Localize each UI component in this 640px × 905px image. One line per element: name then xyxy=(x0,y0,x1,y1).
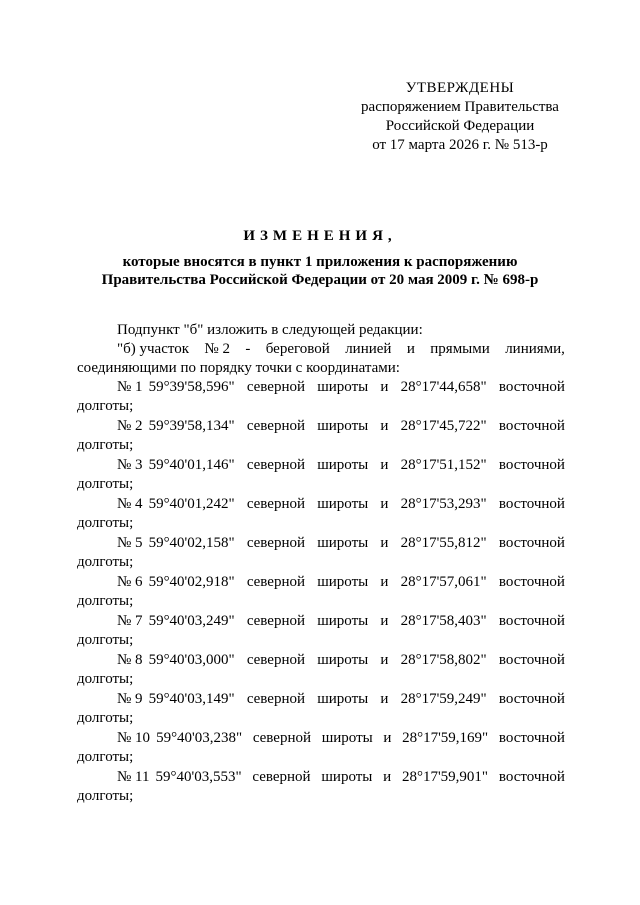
longitude-tail: долготы; xyxy=(77,632,134,648)
point-number-latitude xyxy=(117,651,235,670)
and-word: и xyxy=(380,691,389,707)
longitude-tail: долготы; xyxy=(77,749,134,765)
approval-line-2: Российской Федерации xyxy=(385,118,535,134)
coordinate-point-line xyxy=(77,495,565,514)
longitude-tail: долготы; xyxy=(77,788,134,804)
latitude-word: широты xyxy=(317,535,369,551)
east-word: восточной xyxy=(498,379,565,395)
section-line-1 xyxy=(77,340,565,359)
coordinate-point-line xyxy=(77,378,565,397)
east-word: восточной xyxy=(498,535,565,551)
point-latitude: 59°40'02,918" xyxy=(148,574,235,590)
point-longitude: 28°17'44,658" xyxy=(400,379,487,395)
point-number-latitude xyxy=(117,378,235,397)
coordinate-point-line xyxy=(77,768,565,787)
point-number: № 6 xyxy=(117,574,143,590)
point-latitude: 59°40'03,149" xyxy=(148,691,235,707)
point-number-latitude xyxy=(117,729,242,748)
point-number: № 2 xyxy=(117,418,143,434)
point-longitude: 28°17'45,722" xyxy=(400,418,487,434)
point-number: № 5 xyxy=(117,535,143,551)
east-word: восточной xyxy=(498,613,565,629)
point-number-latitude xyxy=(117,690,235,709)
coordinate-point xyxy=(77,690,565,728)
east-word: восточной xyxy=(498,652,565,668)
east-word: восточной xyxy=(498,418,565,434)
east-word: восточной xyxy=(498,574,565,590)
section-word: береговой xyxy=(265,341,330,357)
coordinate-point xyxy=(77,495,565,533)
north-word: северной xyxy=(246,379,306,395)
coordinate-point-line xyxy=(77,417,565,436)
point-number: № 9 xyxy=(117,691,143,707)
document-title: ИЗМЕНЕНИЯ, xyxy=(243,228,397,244)
latitude-word: широты xyxy=(317,613,369,629)
coordinate-point-line xyxy=(77,612,565,631)
section-word: линией xyxy=(345,341,392,357)
coordinate-point-line xyxy=(77,729,565,748)
east-word: восточной xyxy=(498,496,565,512)
and-word: и xyxy=(380,496,389,512)
longitude-tail: долготы; xyxy=(77,476,134,492)
and-word: и xyxy=(380,535,389,551)
longitude-tail: долготы; xyxy=(77,710,134,726)
section-line-2: соединяющими по порядку точки с координатами: xyxy=(77,360,400,376)
intro-paragraph: Подпункт "б" изложить в следующей редакции: xyxy=(117,322,423,338)
coordinate-point xyxy=(77,651,565,689)
and-word: и xyxy=(380,418,389,434)
and-word: и xyxy=(383,730,392,746)
and-word: и xyxy=(380,574,389,590)
latitude-word: широты xyxy=(317,496,369,512)
coordinate-point xyxy=(77,573,565,611)
coordinate-point xyxy=(77,456,565,494)
longitude-tail: долготы; xyxy=(77,515,134,531)
north-word: северной xyxy=(252,769,311,785)
point-longitude: 28°17'59,249" xyxy=(400,691,487,707)
longitude-tail: долготы; xyxy=(77,398,134,414)
section-word: линиями, xyxy=(505,341,565,357)
point-longitude: 28°17'59,169" xyxy=(402,730,489,746)
point-number-latitude xyxy=(117,768,242,787)
point-latitude: 59°40'02,158" xyxy=(148,535,235,551)
latitude-word: широты xyxy=(317,457,369,473)
point-longitude: 28°17'58,802" xyxy=(400,652,487,668)
latitude-word: широты xyxy=(317,418,369,434)
section-word: "б) участок xyxy=(117,341,190,357)
north-word: северной xyxy=(246,652,306,668)
point-number: № 1 xyxy=(117,379,143,395)
point-number: № 11 xyxy=(117,769,150,785)
latitude-word: широты xyxy=(317,379,369,395)
coordinate-point xyxy=(77,612,565,650)
coordinate-point-line xyxy=(77,573,565,592)
point-number: № 10 xyxy=(117,730,151,746)
coordinate-points-list xyxy=(77,378,565,806)
point-number-latitude xyxy=(117,456,235,475)
section-word: и xyxy=(406,341,415,357)
longitude-tail: долготы; xyxy=(77,554,134,570)
point-longitude: 28°17'59,901" xyxy=(401,769,489,785)
coordinate-point-line xyxy=(77,534,565,553)
coordinate-point-line xyxy=(77,456,565,475)
latitude-word: широты xyxy=(321,730,373,746)
approval-line-1: распоряжением Правительства xyxy=(361,99,559,115)
document-subtitle-line-2: Правительства Российской Федерации от 20 мая 2009 г. № 698-р xyxy=(101,272,539,288)
point-number-latitude xyxy=(117,495,235,514)
document-body xyxy=(77,321,565,807)
latitude-word: широты xyxy=(317,691,369,707)
coordinate-point xyxy=(77,768,565,806)
point-latitude: 59°40'01,242" xyxy=(148,496,235,512)
north-word: северной xyxy=(246,496,306,512)
point-number: № 8 xyxy=(117,652,143,668)
section-word: № 2 xyxy=(204,341,230,357)
east-word: восточной xyxy=(498,457,565,473)
section-word: - xyxy=(245,341,251,357)
document-heading xyxy=(0,226,640,289)
point-latitude: 59°40'03,238" xyxy=(156,730,243,746)
north-word: северной xyxy=(246,574,306,590)
approval-line-3: от 17 марта 2026 г. № 513-р xyxy=(372,137,548,153)
and-word: и xyxy=(383,769,392,785)
latitude-word: широты xyxy=(321,769,373,785)
point-number-latitude xyxy=(117,612,235,631)
north-word: северной xyxy=(246,535,306,551)
longitude-tail: долготы; xyxy=(77,437,134,453)
coordinate-point xyxy=(77,378,565,416)
point-longitude: 28°17'58,403" xyxy=(400,613,487,629)
coordinate-point-line xyxy=(77,690,565,709)
point-number: № 7 xyxy=(117,613,143,629)
and-word: и xyxy=(380,379,389,395)
approved-label: УТВЕРЖДЕНЫ xyxy=(405,80,515,96)
point-latitude: 59°40'03,000" xyxy=(148,652,235,668)
east-word: восточной xyxy=(498,769,565,785)
and-word: и xyxy=(380,613,389,629)
north-word: северной xyxy=(246,418,306,434)
longitude-tail: долготы; xyxy=(77,671,134,687)
north-word: северной xyxy=(252,730,312,746)
latitude-word: широты xyxy=(317,574,369,590)
north-word: северной xyxy=(246,457,306,473)
approval-block xyxy=(345,79,575,155)
point-longitude: 28°17'55,812" xyxy=(400,535,487,551)
point-number-latitude xyxy=(117,417,235,436)
and-word: и xyxy=(380,457,389,473)
point-number: № 3 xyxy=(117,457,143,473)
point-latitude: 59°39'58,134" xyxy=(148,418,235,434)
latitude-word: широты xyxy=(317,652,369,668)
point-latitude: 59°40'01,146" xyxy=(148,457,235,473)
point-longitude: 28°17'57,061" xyxy=(400,574,487,590)
coordinate-point xyxy=(77,534,565,572)
point-longitude: 28°17'53,293" xyxy=(400,496,487,512)
point-latitude: 59°40'03,553" xyxy=(155,769,242,785)
longitude-tail: долготы; xyxy=(77,593,134,609)
north-word: северной xyxy=(246,613,306,629)
document-subtitle-line-1: которые вносятся в пункт 1 приложения к распоряжению xyxy=(122,254,518,270)
east-word: восточной xyxy=(498,730,565,746)
coordinate-point xyxy=(77,417,565,455)
point-number: № 4 xyxy=(117,496,143,512)
and-word: и xyxy=(380,652,389,668)
north-word: северной xyxy=(246,691,306,707)
section-word: прямыми xyxy=(430,341,490,357)
point-longitude: 28°17'51,152" xyxy=(400,457,487,473)
point-number-latitude xyxy=(117,573,235,592)
point-latitude: 59°39'58,596" xyxy=(148,379,235,395)
east-word: восточной xyxy=(498,691,565,707)
point-number-latitude xyxy=(117,534,235,553)
point-latitude: 59°40'03,249" xyxy=(148,613,235,629)
coordinate-point-line xyxy=(77,651,565,670)
coordinate-point xyxy=(77,729,565,767)
